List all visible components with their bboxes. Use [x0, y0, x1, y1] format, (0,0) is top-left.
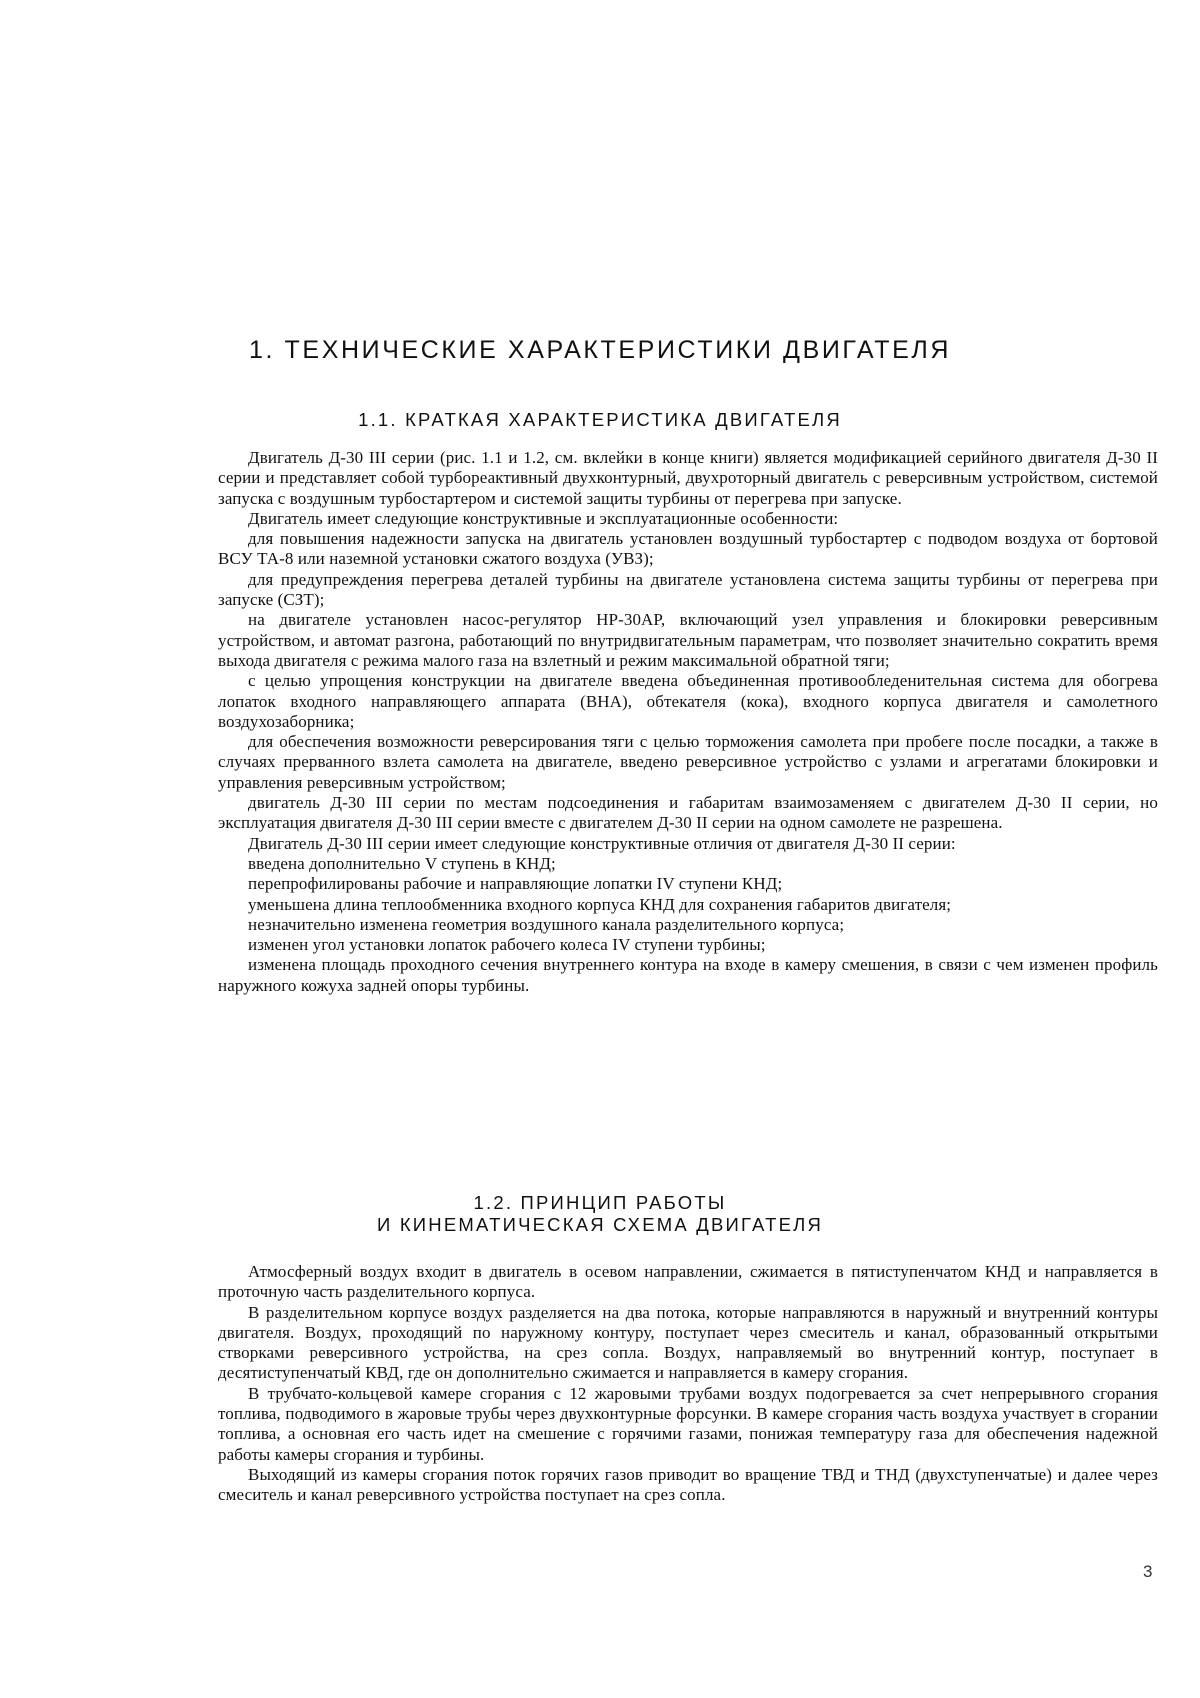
list-item: для обеспечения возможности реверсирования тяги с целью торможения самолета при пробеге после посадки, а также в случаях прерванного взлета самолета на двигателе, введено реверсивное устройство с узлами и агрегатами блокировки и управления реверсивным устройством; [218, 732, 1158, 792]
paragraph: Двигатель Д-30 III серии имеет следующие конструктивные отличия от двигателя Д-30 II серии: [248, 833, 956, 853]
list-item: изменена площадь проходного сечения внутреннего контура на входе в камеру смешения, в связи с чем изменен профиль наружного кожуха задней опоры турбины. [218, 955, 1158, 995]
list-item: двигатель Д-30 III серии по местам подсоединения и габаритам взаимозаменяем с двигателем Д-30 II серии, но эксплуатация двигателя Д-30 III серии вместе с двигателем Д-30 II серии на одном самолете не разрешена. [218, 793, 1158, 833]
paragraph: Выходящий из камеры сгорания поток горячих газов приводит во вращение ТВД и ТНД (двухступенчатые) и далее через смеситель и канал реверсивного устройства поступает на срез сопла. [218, 1464, 1158, 1505]
section-heading-1-1: 1.1. КРАТКАЯ ХАРАКТЕРИСТИКА ДВИГАТЕЛЯ [358, 409, 842, 430]
paragraph: Двигатель имеет следующие конструктивные и эксплуатационные особенности: [248, 508, 839, 528]
section-heading-1-2 [0, 1192, 1200, 1236]
page-number: 3 [1143, 1562, 1153, 1581]
section-heading-1-2-line1: 1.2. ПРИНЦИП РАБОТЫ [473, 1192, 727, 1213]
list-item: уменьшена длина теплообменника входного корпуса КНД для сохранения габаритов двигателя; [248, 894, 952, 914]
list-item: для повышения надежности запуска на двигатель установлен воздушный турбостартер с подводом воздуха от бортовой ВСУ ТА-8 или наземной установки сжатого воздуха (УВЗ); [218, 529, 1158, 569]
paragraph: В разделительном корпусе воздух разделяется на два потока, которые направляются в наружный и внутренний контуры двигателя. Воздух, проходящий по наружному контуру, поступает через смеситель и канал, образованный открытыми створками реверсивного устройства, на срез сопла. Воздух, направляемый во внутренний контур, поступает в десятиступенчатый КВД, где он дополнительно сжимается и направляется в камеру сгорания. [218, 1302, 1158, 1383]
list-item: изменен угол установки лопаток рабочего колеса IV ступени турбины; [248, 935, 766, 955]
list-item: перепрофилированы рабочие и направляющие лопатки IV ступени КНД; [248, 874, 783, 894]
list-item: для предупреждения перегрева деталей турбины на двигателе установлена система защиты турбины от перегрева при запуске (СЗТ); [218, 569, 1158, 610]
section-1-2-body [218, 1262, 1158, 1506]
section-1-1-body [218, 448, 1158, 996]
paragraph: В трубчато-кольцевой камере сгорания с 12 жаровыми трубами воздух подогревается за счет непрерывного сгорания топлива, подводимого в жаровые трубы через двухконтурные форсунки. В камере сгорания часть воздуха участвует в сгорании топлива, а основная его часть идет на смешение с горячими газами, понижая температуру газа для обеспечения надежной работы камеры сгорания и турбины. [218, 1383, 1158, 1464]
section-heading-1-2-line2: И КИНЕМАТИЧЕСКАЯ СХЕМА ДВИГАТЕЛЯ [376, 1214, 824, 1235]
paragraph: Атмосферный воздух входит в двигатель в осевом направлении, сжимается в пятиступенчатом КНД и направляется в проточную часть разделительного корпуса. [218, 1262, 1158, 1302]
chapter-title: 1. ТЕХНИЧЕСКИЕ ХАРАКТЕРИСТИКИ ДВИГАТЕЛЯ [248, 336, 952, 364]
list-item: незначительно изменена геометрия воздушного канала разделительного корпуса; [248, 914, 845, 934]
list-item: на двигателе установлен насос-регулятор НР-30АР, включающий узел управления и блокировки реверсивным устройством, и автомат разгона, работающий по внутридвигательным параметрам, что позволяет значительно сократить время выхода двигателя с режима малого газа на взлетный и режим максимальной обратной тяги; [218, 610, 1158, 670]
list-item: введена дополнительно V ступень в КНД; [248, 853, 556, 873]
list-item: с целью упрощения конструкции на двигателе введена объединенная противообледенительная система для обогрева лопаток входного направляющего аппарата (ВНА), обтекателя (кока), входного корпуса двигателя и самолетного воздухозаборника; [218, 671, 1158, 731]
paragraph: Двигатель Д-30 III серии (рис. 1.1 и 1.2, см. вклейки в конце книги) является модификацией серийного двигателя Д-30 II серии и представляет собой турбореактивный двухконтурный, двухроторный двигатель с реверсивным устройством, системой запуска с воздушным турбостартером и системой защиты турбины от перегрева при запуске. [218, 448, 1158, 508]
